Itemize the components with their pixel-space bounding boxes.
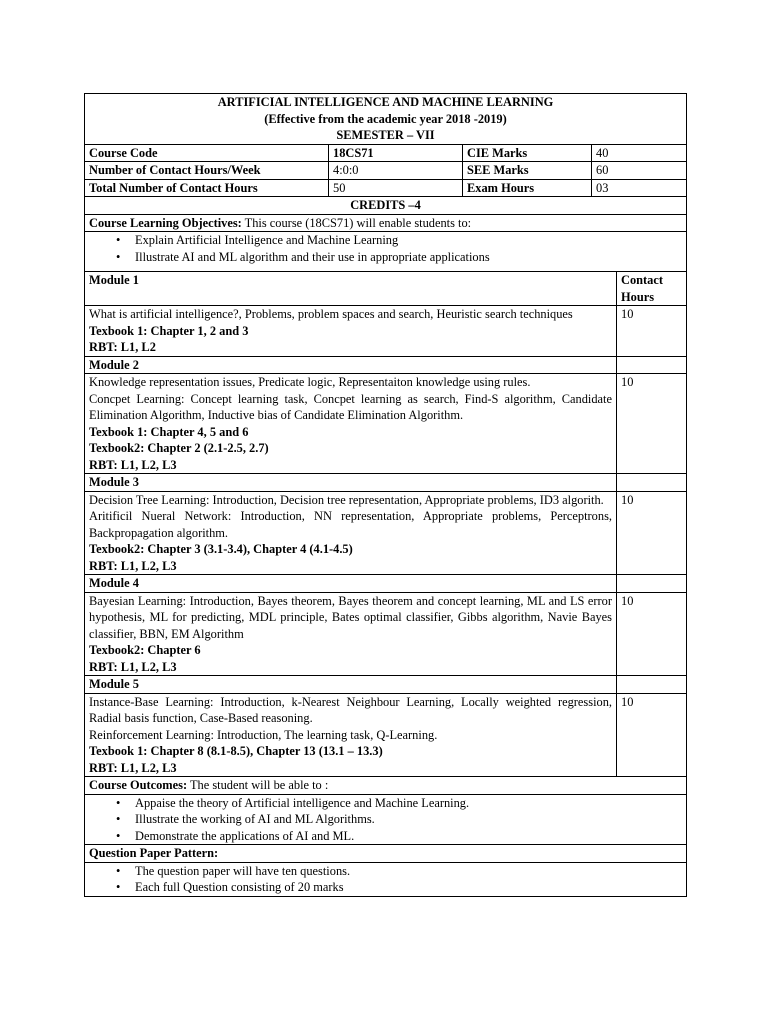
objectives-text: This course (18CS71) will enable students to:: [241, 215, 472, 230]
list-item: • Explain Artificial Intelligence and Machine Learning: [135, 232, 682, 249]
module-title: Module 2: [85, 356, 617, 374]
module-reference: RBT: L1, L2, L3: [89, 457, 177, 472]
module-topic-text: Reinforcement Learning: Introduction, The learning task, Q-Learning.: [89, 727, 438, 742]
pattern-list: [89, 863, 682, 896]
module-hours: 10: [617, 592, 687, 676]
module-content-row: [85, 693, 687, 777]
objectives-list: [89, 232, 682, 265]
list-item: • Illustrate AI and ML algorithm and their use in appropriate applications: [135, 249, 682, 266]
module-topic-text: Bayesian Learning: Introduction, Bayes theorem, Bayes theorem and concept learning, ML and LS error hypothesis, ML for predicting, MDL principle, Bates optimal classifier, Gibbs algorithm, Navie Bayes classifier, BBN, EM Algorithm: [89, 593, 612, 641]
contact-hours-header: Contact Hours: [617, 272, 687, 306]
info-row-total-hours: [85, 179, 687, 197]
module-topic-text: Concpet Learning: Concept learning task, Concpet learning as search, Find-S algorithm, Candidate Elimination Algorithm, Inductive bias of Candidate Elimination Algorithm.: [89, 391, 612, 422]
pattern-list-row: [85, 862, 687, 896]
module-reference: RBT: L1, L2, L3: [89, 760, 177, 775]
module-reference: Texbook 1: Chapter 8 (8.1-8.5), Chapter 13 (13.1 – 13.3): [89, 744, 383, 758]
module-reference: RBT: L1, L2: [89, 340, 156, 354]
module-content-row: [85, 592, 687, 676]
list-item: • The question paper will have ten questions.: [135, 863, 682, 880]
course-code-value: 18CS71: [329, 144, 463, 162]
modules-section: [85, 272, 687, 777]
contact-hours-empty: [617, 474, 687, 492]
info-row-course-code: [85, 144, 687, 162]
module-reference: RBT: L1, L2, L3: [89, 659, 177, 674]
effective-year: (Effective from the academic year 2018 -2019): [264, 111, 507, 126]
total-hours-value: 50: [329, 179, 463, 197]
outcomes-lead-row: [85, 777, 687, 795]
module-reference: Texbook2: Chapter 2 (2.1-2.5, 2.7): [89, 441, 269, 455]
module-header-row: [85, 272, 687, 306]
module-topic-text: Instance-Base Learning: Introduction, k-Nearest Neighbour Learning, Locally weighted regression, Radial basis function, Case-Based reasoning.: [89, 694, 612, 725]
see-marks-label: SEE Marks: [463, 162, 592, 180]
module-content-row: [85, 306, 687, 357]
outcomes-lead: Course Outcomes:: [89, 778, 188, 792]
course-code-label: Course Code: [85, 144, 329, 162]
module-topic-text: Knowledge representation issues, Predicate logic, Representaiton knowledge using rules.: [89, 375, 531, 389]
module-reference: Texbook 1: Chapter 4, 5 and 6: [89, 424, 249, 439]
outcomes-list: [89, 795, 682, 845]
see-marks-value: 60: [592, 162, 687, 180]
credits: CREDITS –4: [85, 197, 687, 215]
list-item: • Appaise the theory of Artificial intelligence and Machine Learning.: [135, 795, 682, 812]
objectives-lead-row: [85, 214, 687, 232]
module-header-row: [85, 676, 687, 694]
module-reference: Texbook2: Chapter 3 (3.1-3.4), Chapter 4 (4.1-4.5): [89, 542, 353, 556]
pattern-lead-row: [85, 845, 687, 863]
module-hours: 10: [617, 693, 687, 777]
exam-hours-label: Exam Hours: [463, 179, 592, 197]
course-title: ARTIFICIAL INTELLIGENCE AND MACHINE LEARNING: [217, 95, 554, 109]
module-hours: 10: [617, 374, 687, 474]
outcomes-text: The student will be able to :: [187, 778, 329, 792]
contact-hours-week-value: 4:0:0: [329, 162, 463, 180]
module-title: Module 3: [85, 474, 617, 492]
contact-hours-week-label: Number of Contact Hours/Week: [85, 162, 329, 180]
objectives-list-row: [85, 232, 687, 272]
module-hours: 10: [617, 491, 687, 575]
objectives-lead: Course Learning Objectives:: [89, 215, 242, 230]
info-row-contact-week: [85, 162, 687, 180]
module-title: Module 4: [85, 575, 617, 593]
semester: SEMESTER – VII: [336, 128, 435, 142]
module-title: Module 1: [85, 272, 617, 306]
module-topic-text: Aritificil Nueral Network: Introduction, NN representation, Appropriate problems, Perceptrons, Backpropagation algorithm.: [89, 509, 612, 540]
list-item: • Illustrate the working of AI and ML Algorithms.: [135, 811, 682, 828]
module-content: [85, 693, 617, 777]
module-topic-text: What is artificial intelligence?, Problems, problem spaces and search, Heuristic search techniques: [89, 307, 573, 321]
module-content: [85, 592, 617, 676]
module-header-row: [85, 356, 687, 374]
pattern-lead: Question Paper Pattern:: [85, 845, 687, 863]
module-reference: Texbook2: Chapter 6: [89, 643, 201, 657]
module-reference: RBT: L1, L2, L3: [89, 558, 177, 573]
module-title: Module 5: [85, 676, 617, 694]
exam-hours-value: 03: [592, 179, 687, 197]
module-header-row: [85, 474, 687, 492]
module-content-row: [85, 374, 687, 474]
module-content: [85, 491, 617, 575]
total-hours-label: Total Number of Contact Hours: [85, 179, 329, 197]
module-topic-text: Decision Tree Learning: Introduction, Decision tree representation, Appropriate problems, ID3 algorith.: [89, 492, 604, 507]
list-item: • Each full Question consisting of 20 marks: [135, 879, 682, 896]
cie-marks-value: 40: [592, 144, 687, 162]
module-content: [85, 374, 617, 474]
outcomes-list-row: [85, 794, 687, 845]
contact-hours-empty: [617, 676, 687, 694]
header-row: [85, 94, 687, 145]
contact-hours-empty: [617, 575, 687, 593]
module-header-row: [85, 575, 687, 593]
list-item: • Demonstrate the applications of AI and ML.: [135, 828, 682, 845]
module-content-row: [85, 491, 687, 575]
cie-marks-label: CIE Marks: [463, 144, 592, 162]
credits-row: [85, 197, 687, 215]
module-hours: 10: [617, 306, 687, 357]
contact-hours-empty: [617, 356, 687, 374]
module-content: [85, 306, 617, 357]
module-reference: Texbook 1: Chapter 1, 2 and 3: [89, 323, 249, 338]
syllabus-table: [84, 93, 687, 897]
syllabus-page: [84, 93, 686, 897]
